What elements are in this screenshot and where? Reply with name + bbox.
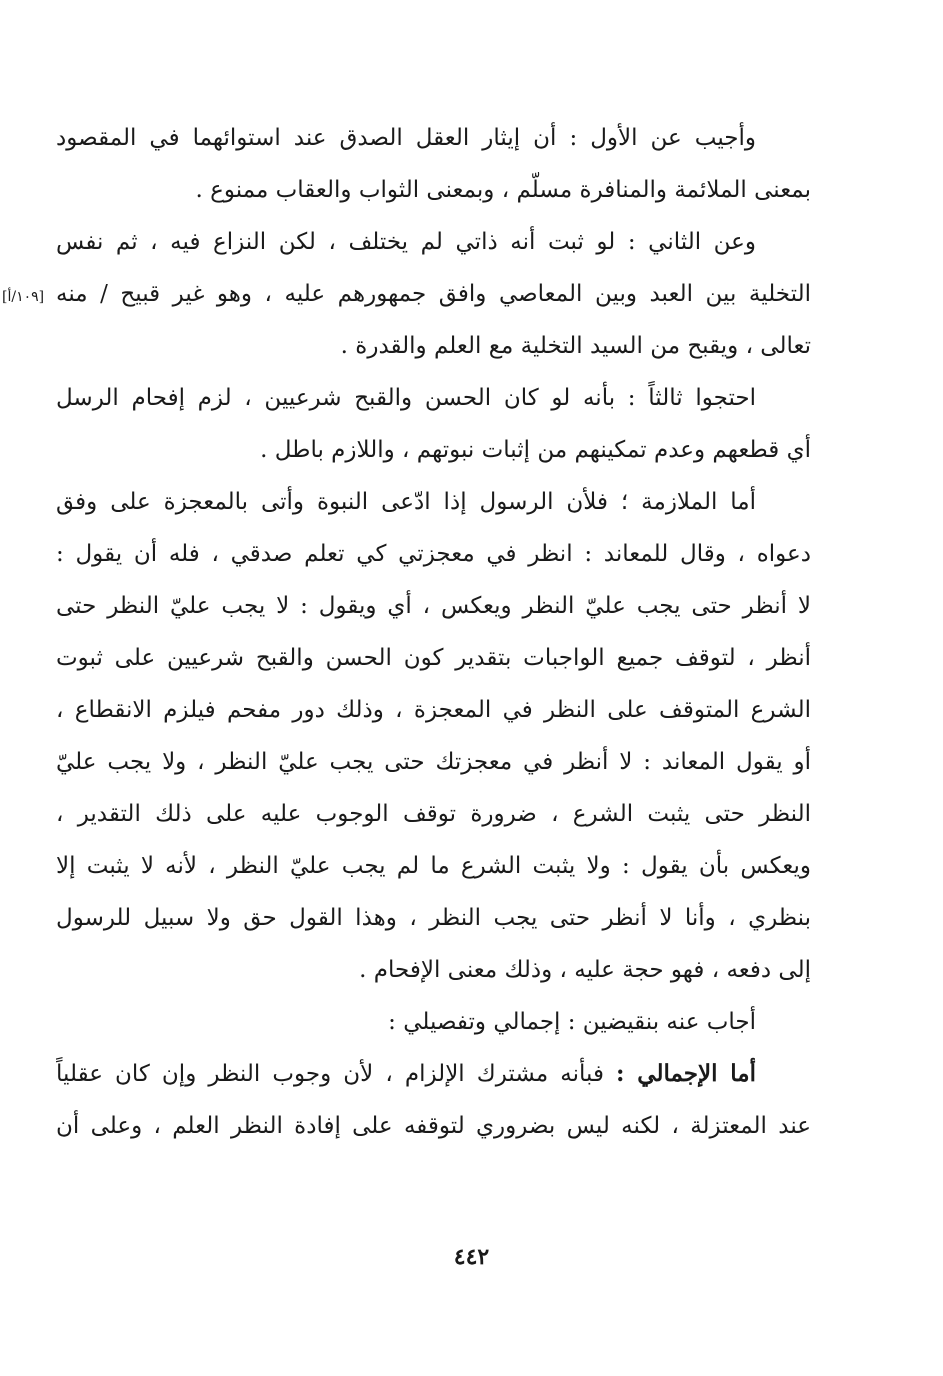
text-line: أي قطعهم وعدم تمكينهم من إثبات نبوتهم ، واللازم باطل . <box>260 437 811 463</box>
text-line: أجاب عنه بنقيضين : إجمالي وتفصيلي : <box>388 1009 756 1035</box>
text-line: دعواه ، وقال للمعاند : انظر في معجزتي كي تعلم صدقي ، فله أن يقول : <box>56 541 811 567</box>
text-line: تعالى ، ويقبح من السيد التخلية مع العلم والقدرة . <box>340 333 811 359</box>
text-line: الشرع المتوقف على النظر في المعجزة ، وذلك دور مفحم فيلزم الانقطاع ، <box>56 697 811 723</box>
text-line: احتجوا ثالثاً : بأنه لو كان الحسن والقبح شرعيين ، لزم إفحام الرسل <box>56 385 756 411</box>
text-line: بنظري ، وأنا لا أنظر حتى يجب النظر ، وهذا القول حق ولا سبيل للرسول <box>56 905 811 931</box>
text-line-rest: فبأنه مشترك الإلزام ، لأن وجوب النظر وإن كان عقلياً <box>56 1061 604 1087</box>
margin-folio-reference: [١٠٩/أ] <box>2 289 45 305</box>
text-line: بمعنى الملائمة والمنافرة مسلّم ، وبمعنى الثواب والعقاب ممنوع . <box>195 177 811 203</box>
text-line: أنظر ، لتوقف جميع الواجبات بتقدير كون الحسن والقبح شرعيين على ثبوت <box>56 645 811 671</box>
text-line: النظر حتى يثبت الشرع ، ضرورة توقف الوجوب عليه على ذلك التقدير ، <box>56 801 811 827</box>
body-text <box>56 112 811 1152</box>
text-line: عند المعتزلة ، لكنه ليس بضروري لتوقفه على إفادة النظر العلم ، وعلى أن <box>56 1113 811 1139</box>
section-lead: أما الإجمالي : <box>616 1060 756 1087</box>
text-line: وعن الثاني : لو ثبت أنه ذاتي لم يختلف ، لكن النزاع فيه ، ثم نفس <box>56 229 756 255</box>
text-line: ويعكس بأن يقول : ولا يثبت الشرع ما لم يجب عليّ النظر ، لأنه لا يثبت إلا <box>56 853 811 879</box>
text-line: لا أنظر حتى يجب عليّ النظر ويعكس ، أي ويقول : لا يجب عليّ النظر حتى <box>56 593 811 619</box>
text-line: إلى دفعه ، فهو حجة عليه ، وذلك معنى الإفحام . <box>359 957 811 983</box>
text-line: وأجيب عن الأول : أن إيثار العقل الصدق عند استوائهما في المقصود <box>56 125 756 151</box>
page-number: ٤٤٢ <box>453 1244 490 1270</box>
text-line: أو يقول المعاند : لا أنظر في معجزتك حتى يجب عليّ النظر ، ولا يجب عليّ <box>56 749 811 775</box>
text-line: التخلية بين العبد وبين المعاصي وافق جمهورهم عليه ، وهو غير قبيح / منه <box>56 281 811 307</box>
text-line <box>56 1048 811 1100</box>
text-line: أما الملازمة ؛ فلأن الرسول إذا ادّعى النبوة وأتى بالمعجزة على وفق <box>56 489 756 515</box>
